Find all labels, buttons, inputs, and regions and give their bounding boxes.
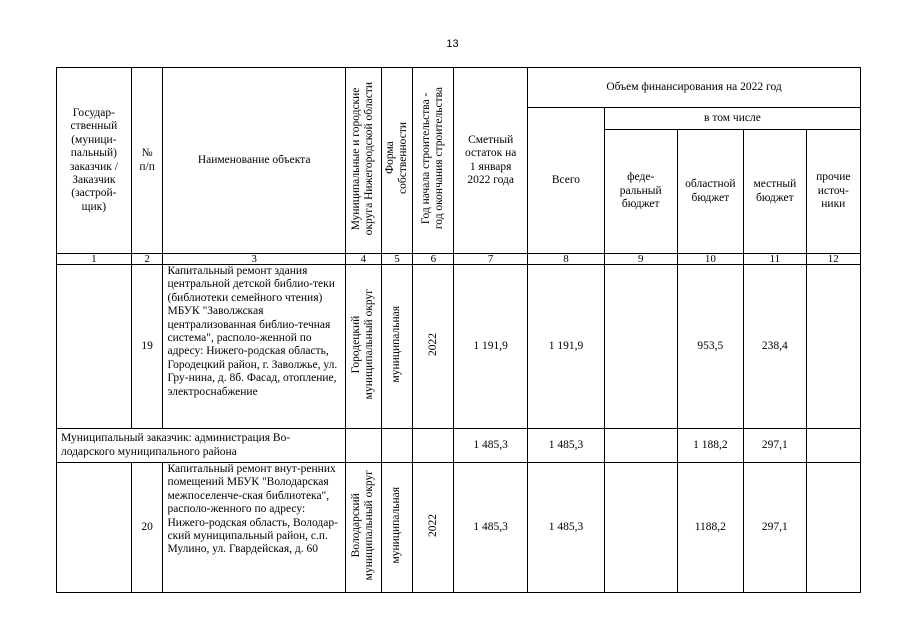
header-total: Всего <box>528 108 605 254</box>
header-years: Год начала строительства - год окончания строительства <box>413 68 454 254</box>
column-number: 8 <box>528 254 605 265</box>
column-number: 6 <box>413 254 454 265</box>
cell-federal <box>604 265 677 429</box>
cell-district <box>345 429 381 463</box>
column-number: 11 <box>744 254 806 265</box>
table-row <box>57 265 861 429</box>
cell-other <box>806 265 860 429</box>
cell-years <box>413 429 454 463</box>
cell-ownership: муниципальная <box>381 463 413 593</box>
cell-years: 2022 <box>413 265 454 429</box>
column-number: 1 <box>57 254 132 265</box>
cell-customer <box>57 265 132 429</box>
cell-district: Володарский муниципальный округ <box>345 463 381 593</box>
cell-customer-summary: Муниципальный заказчик: администрация Во-лодарского муниципального района <box>57 429 346 463</box>
cell-object-name: Капитальный ремонт внут-ренних помещений МБУК "Володарская межпоселенче-ская библиотека", располо-женного по адресу: Нижего-родская область, Володар-ский муниципальный район, с.п. Мулино, ул. Гвардейская, д. 60 <box>163 463 345 593</box>
header-regional: областной бюджет <box>677 130 744 254</box>
header-object-name: Наименование объекта <box>163 68 345 254</box>
header-local: местный бюджет <box>744 130 806 254</box>
header-including: в том числе <box>604 108 860 130</box>
cell-customer <box>57 463 132 593</box>
header-district: Муниципальные и городские округа Нижегородской области <box>345 68 381 254</box>
column-number: 5 <box>381 254 413 265</box>
cell-ownership <box>381 429 413 463</box>
header-ownership: Форма собственности <box>381 68 413 254</box>
column-numbers-row <box>57 254 861 265</box>
column-number: 10 <box>677 254 744 265</box>
header-customer: Государ- ственный (муници- пальный) заказчик / Заказчик (застрой- щик) <box>57 68 132 254</box>
cell-object-name: Капитальный ремонт здания центральной детской библио-теки (библиотеки семейного чтения) МБУК "Заволжская централизованная библио-течная система", располо-женной по адресу: Нижего-родская область, Городецкий район, г. Заволжье, ул. Гру-нина, д. 8б. Фасад, отопление, электроснабжение <box>163 265 345 429</box>
cell-local: 297,1 <box>744 463 806 593</box>
column-number: 12 <box>806 254 860 265</box>
header-remaining: Сметный остаток на 1 января 2022 года <box>454 68 528 254</box>
cell-total: 1 485,3 <box>528 463 605 593</box>
cell-regional: 953,5 <box>677 265 744 429</box>
table-row <box>57 429 861 463</box>
cell-total: 1 485,3 <box>528 429 605 463</box>
column-number: 2 <box>131 254 163 265</box>
column-number: 4 <box>345 254 381 265</box>
financing-table <box>56 67 861 593</box>
column-number: 9 <box>604 254 677 265</box>
cell-total: 1 191,9 <box>528 265 605 429</box>
cell-federal <box>604 463 677 593</box>
cell-remaining: 1 485,3 <box>454 463 528 593</box>
cell-ownership: муниципальная <box>381 265 413 429</box>
cell-local: 297,1 <box>744 429 806 463</box>
cell-num: 20 <box>131 463 163 593</box>
column-number: 7 <box>454 254 528 265</box>
cell-remaining: 1 191,9 <box>454 265 528 429</box>
header-num: № п/п <box>131 68 163 254</box>
cell-regional: 1188,2 <box>677 463 744 593</box>
cell-other <box>806 429 860 463</box>
cell-regional: 1 188,2 <box>677 429 744 463</box>
cell-federal <box>604 429 677 463</box>
header-federal: феде- ральный бюджет <box>604 130 677 254</box>
table-row <box>57 463 861 593</box>
page-number: 13 <box>446 38 459 50</box>
cell-num: 19 <box>131 265 163 429</box>
header-funding: Объем финансирования на 2022 год <box>528 68 861 108</box>
column-number: 3 <box>163 254 345 265</box>
cell-local: 238,4 <box>744 265 806 429</box>
cell-years: 2022 <box>413 463 454 593</box>
header-other: прочие источ- ники <box>806 130 860 254</box>
cell-remaining: 1 485,3 <box>454 429 528 463</box>
cell-other <box>806 463 860 593</box>
cell-district: Городецкий муниципальный округ <box>345 265 381 429</box>
